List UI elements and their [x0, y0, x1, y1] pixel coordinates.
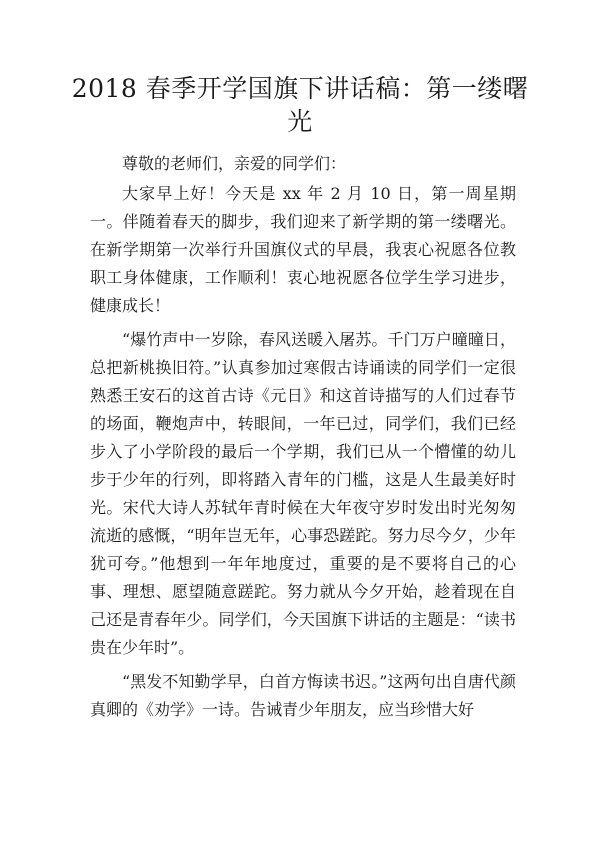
document-body [90, 150, 516, 730]
salutation-paragraph: 尊敬的老师们，亲爱的同学们： [122, 154, 347, 173]
document-title: 2018 春季开学国旗下讲话稿：第一缕曙光 [71, 74, 529, 136]
greeting-paragraph: 大家早上好！今天是 xx 年 2 月 10 日，第一周星期一。伴随着春天的脚步，我们迎来了新学期的第一缕曙光。在新学期第一次举行升国旗仪式的早晨，我衷心祝愿各位教职工身体健康，工作顺利！衷心地祝愿各位学生学习进步，健康成长！ [90, 184, 516, 315]
quote-paragraph: “黑发不知勤学早，白首方悔读书迟。”这两句出自唐代颜真卿的《劝学》一诗。告诫青少年朋友，应当珍惜大好 [90, 672, 516, 719]
poem-paragraph: “爆竹声中一岁除，春风送暖入屠苏。千门万户曈曈日，总把新桃换旧符。”认真参加过寒假古诗诵读的同学们一定很熟悉王安石的这首古诗《元日》和这首诗描写的人们过春节的场面，鞭炮声中，转眼间，一年已过，同学们，我们已经步入了小学阶段的最后一个学期，我们已从一个懵懂的幼儿步于少年的行列，即将踏入青年的门槛，这是人生最美好时光。宋代大诗人苏轼年青时候在大年夜守岁时发出时光匆匆流逝的感慨，“明年岂无年，心事恐蹉跎。努力尽今夕，少年犹可夸。”他想到一年年地度过，重要的是不要将自己的心事、理想、愿望随意蹉跎。努力就从今夕开始，趁着现在自己还是青春年少。同学们，今天国旗下讲话的主题是：“读书贵在少年时”。 [90, 330, 516, 657]
